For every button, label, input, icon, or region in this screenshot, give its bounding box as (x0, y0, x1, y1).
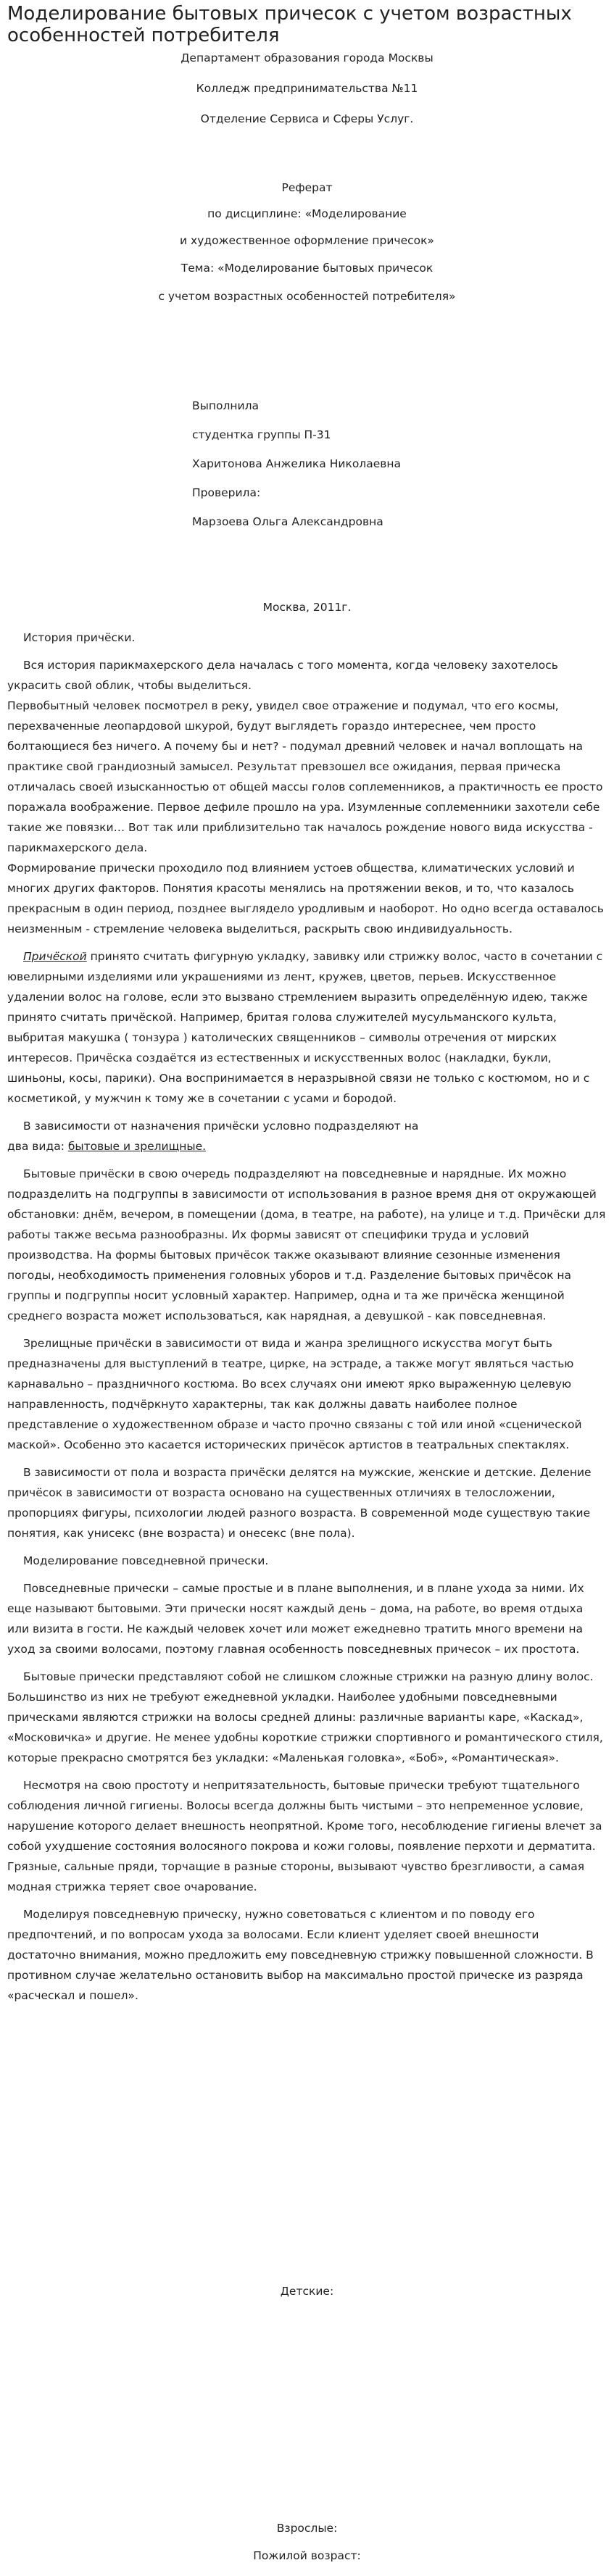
purpose-text-b: два вида: (7, 1140, 68, 1153)
college-line: Колледж предпринимательства №11 (196, 82, 418, 95)
paragraph-hygiene: Несмотря на свою простоту и непритязательность, бытовые прически требуют тщательного соблюдения личной гигиены. Волосы всегда должны быть чистыми – это непременное условие, нарушение которого делает внешность неопрятной. Кроме того, несоблюдение гигиены влечет за собой ухудшение состояния волосяного покрова и кожи головы, появление перхоти и дерматита. Грязные, сальные пряди, торчащие в разные стороны, вызывают чувство брезгливости, а самая модная стрижка теряет свое очарование. (7, 1779, 602, 1893)
division-line: Отделение Сервиса и Сферы Услуг. (200, 112, 414, 125)
checker-label: Проверила: (192, 486, 261, 499)
term-hairstyle: Причёской (23, 950, 87, 963)
document-title: Моделирование бытовых причесок с учетом возрастных особенностей потребителя (7, 3, 572, 46)
checker-name: Марзоева Ольга Александровна (192, 515, 383, 528)
paragraph-everyday-cuts: Бытовые прически представляют собой не слишком сложные стрижки на разную длину волос. Большинство из них не требуют ежедневной укладки. Наиболее удобными повседневными прическами являются стрижки на волосы средней длины: различные варианты каре, «Каскад», «Московичка» и другие. Не менее удобны короткие стрижки спортивного и романтического стиля, которые прекрасно смотрятся без укладки: «Маленькая головка», «Боб», «Романтическая». (7, 1670, 603, 1764)
section-adults: Взрослые: (276, 2522, 338, 2535)
author-name: Харитонова Анжелика Николаевна (192, 457, 402, 470)
paragraph-everyday-simple: Повседневные прически – самые простые и в плане выполнения, и в плане ухода за ними. Их еще называют бытовыми. Эти прически носят каждый день – дома, на работе, во время отдыха или визита в гости. Не каждый человек хочет или может ежедневно тратить много времени на уход за своими волосами, поэтому главная особенность повседневных причесок – их простота. (7, 1582, 584, 1656)
discipline-line-2: и художественное оформление причесок» (180, 234, 434, 247)
paragraph-history-intro: Вся история парикмахерского дела началась с того момента, когда человеку захотелось украсить свой облик, чтобы выделиться. (7, 659, 558, 692)
theme-line-1: Тема: «Моделирование бытовых причесок (181, 262, 433, 275)
paragraph-modeling-advice: Моделируя повседневную прическу, нужно советоваться с клиентом и по поводу его предпочтений, и по вопросам ухода за волосами. Если клиент уделяет своей внешности достаточно внимания, можно предложить ему повседневную стрижку повышенной сложности. В противном случае желательно остановить выбор на максимально простой прическе из разряда «расческал и пошел». (7, 1908, 594, 2002)
discipline-line-1: по дисциплине: «Моделирование (207, 207, 407, 220)
body-text (7, 628, 606, 2006)
paragraph-definition (7, 946, 606, 1109)
definition-text: принято считать фигурную укладку, завивку или стрижку волос, часто в сочетании с ювелирными изделиями или украшениями из лент, кружев, цветов, перьев. Искусственное удалении волос на голове, если это вызвано стремлением выразить определённую идею, также принято считать причёской. Например, бритая голова служителей мусульманского культа, выбритая макушка ( тонзура ) католических священников – символы отречения от мирских интересов. Причёска создаётся из естественных и искусственных волос (накладки, букли, шиньоны, косы, парики). Она воспринимается в неразрывной связи не только с костюмом, но и с косметикой, у мужчин к тому же в сочетании с усами и бородой. (7, 950, 603, 1105)
history-heading: История причёски. (23, 631, 136, 644)
paragraph-everyday-types: Бытовые причёски в свою очередь подразделяют на повседневные и нарядные. Их можно подразделить на подгруппы в зависимости от использования в разное время дня от окружающей обстановки: днём, вечером, в помещении (дома, в театре, на работе), на улице и т.д. Причёски для работы также весьма разнообразны. Их формы зависят от специфики труда и условий производства. На формы бытовых причёсок также оказывают влияние сезонные изменения погоды, необходимость применения головных уборов и т.д. Разделение бытовых причёсок на группы и подгруппы носит условный характер. Например, одна и та же причёска женщиной среднего возраста может использоваться, как нарядная, а девушкой - как повседневная. (7, 1167, 606, 1322)
paragraph-purpose (7, 1116, 606, 1156)
section-children: Детские: (280, 2285, 334, 2298)
paragraph-primitive-man: Первобытный человек посмотрел в реку, увидел свое отражение и подумал, что его космы, перехваченные леопардовой шкурой, будут выглядеть гораздо интереснее, чем просто болтающиеся без ничего. А почему бы и нет? - подумал древний человек и начал воплощать на практике свой грандиозный замысел. Результат превзошел все ожидания, первая прическа отличалась своей изысканностью от общей массы голов соплеменников, а практичность ее просто поражала воображение. Первое дефиле прошло на ура. Изумленные соплеменники захотели себе такие же повязки… Вот так или приблизительно так началось рождение нового вида искусства - парикмахерского дела. (7, 699, 603, 854)
city-year: Москва, 2011г. (262, 601, 352, 614)
everyday-heading: Моделирование повседневной прически. (23, 1554, 269, 1567)
purpose-text-a: В зависимости от назначения причёски условно подразделяют на (23, 1120, 419, 1133)
types-link[interactable]: бытовые и зрелищные. (67, 1140, 207, 1153)
theme-line-2: с учетом возрастных особенностей потребителя» (158, 290, 456, 303)
section-elderly: Пожилой возраст: (253, 2549, 361, 2562)
author-done-by: Выполнила (192, 399, 260, 412)
paragraph-spectacle: Зрелищные причёски в зависимости от вида и жанра зрелищного искусства могут быть предназначены для выступлений в театре, цирке, на эстраде, а также могут являться частью карнавально – праздничного костюма. Во всех случаях они имеют ярко выраженную целевую направленность, подчёркнуто характерны, так как должны давать наиболее полное представление о художественном образе и часто прочно связаны с той или иной «сценической маской». Особенно это касается исторических причёсок артистов в театральных спектаклях. (7, 1337, 582, 1451)
author-group: студентка группы П-31 (192, 428, 331, 441)
paragraph-gender-age: В зависимости от пола и возраста причёски делятся на мужские, женские и детские. Деление причёсок в зависимости от возраста основано на существенных отличиях в телосложении, пропорциях фигуры, психологии людей разного возраста. В современной моде существую такие понятия, как унисекс (вне возраста) и онесекс (вне пола). (7, 1466, 592, 1540)
department-line: Департамент образования города Москвы (181, 51, 433, 64)
report-type: Реферат (281, 181, 333, 194)
paragraph-formation: Формирование прически проходило под влиянием устоев общества, климатических условий и многих других факторов. Понятия красоты менялись на протяжении веков, и то, что казалось прекрасным в один период, позднее выглядело уродливым и наоборот. Но одно всегда оставалось неизменным - стремление человека выделиться, раскрыть свою индивидуальность. (7, 862, 604, 935)
